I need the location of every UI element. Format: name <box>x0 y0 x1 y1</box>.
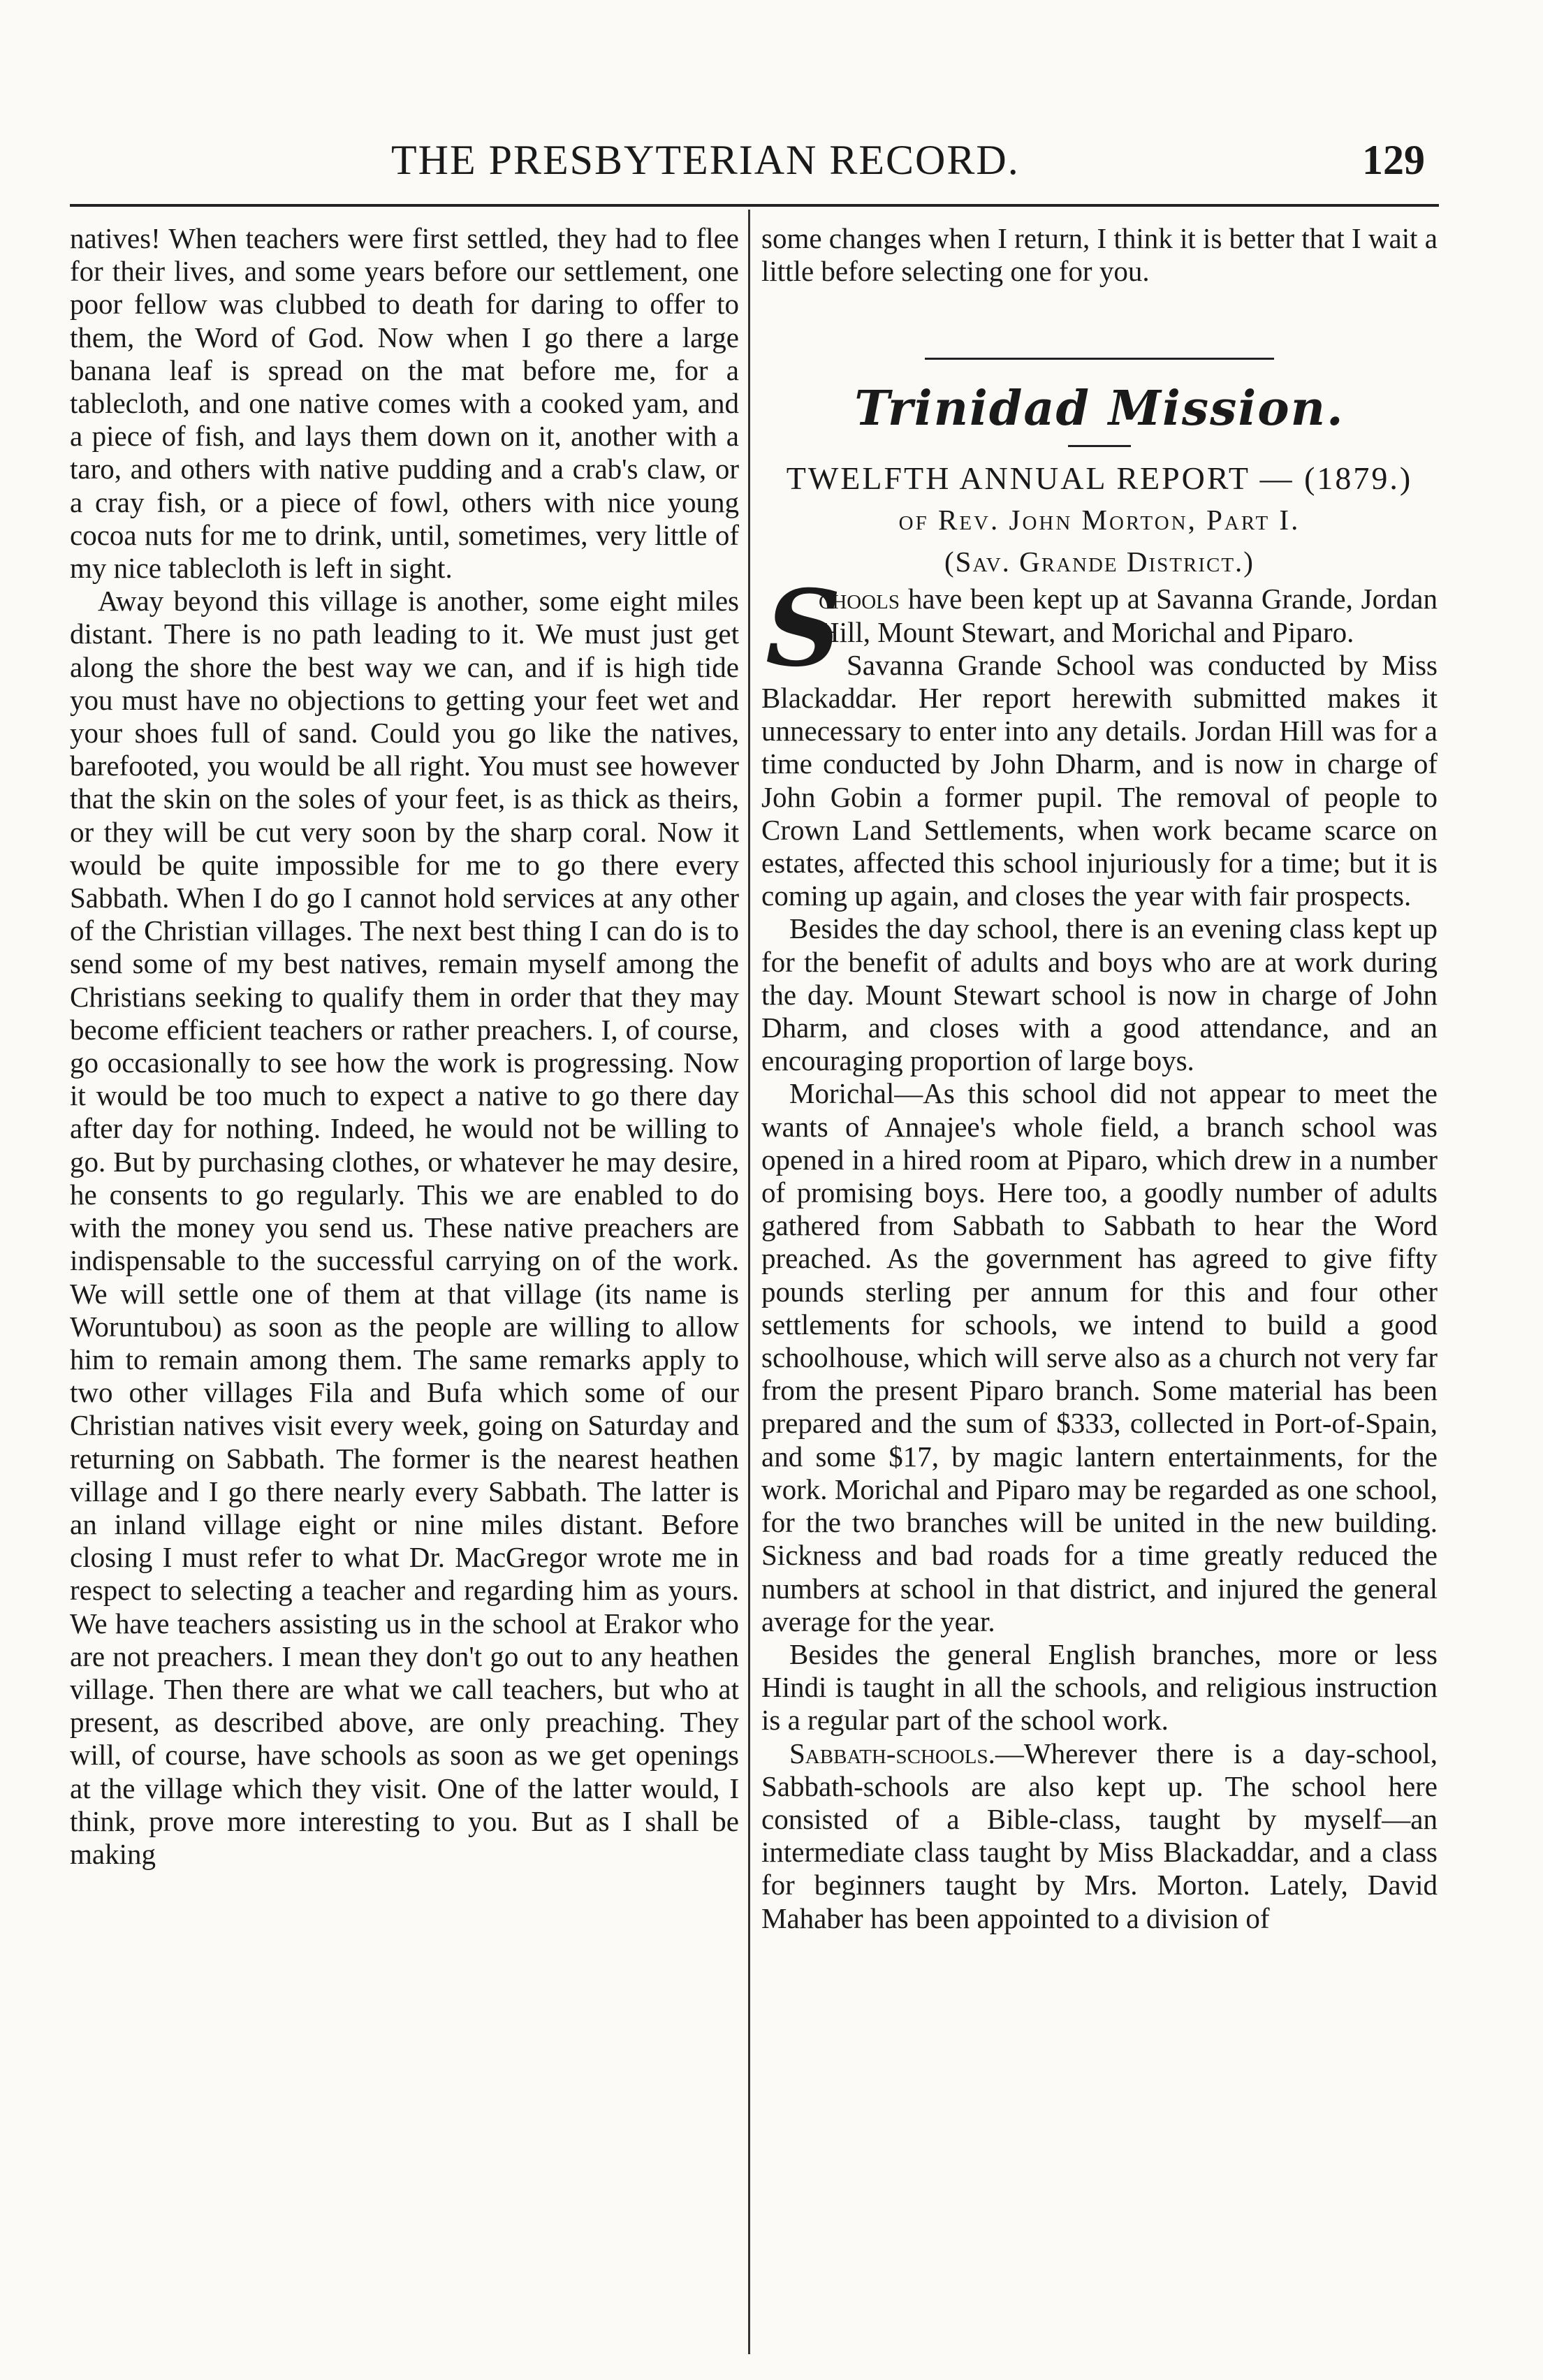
section-title: Trinidad Mission. <box>854 381 1345 437</box>
paragraph <box>761 1737 1438 1935</box>
report-title: TWELFTH ANNUAL REPORT — (1879.) <box>786 460 1413 497</box>
paragraph: Away beyond this village is another, some eight miles distant. There is no path leading to it. We must just get along the shore the best way we can, and if is high tide you must have no objections to getting your feet wet and your shoes full of sand. Could you go like the natives, barefooted, you would be all right. You must see however that the skin on the soles of your feet, is as thick as theirs, or they will be cut very soon by the sharp coral. Now it would be quite impossible for me to go there every Sabbath. When I do go I cannot hold services at any other of the Christian villages. The next best thing I can do is to send some of my best natives, remain myself among the Christians seeking to qualify them in order that they may become efficient teachers or rather preachers. I, of course, go occasionally to see how the work is progressing. Now it would be too much to expect a native to go there day after day for nothing. Indeed, he would not be willing to go. But by purchasing clothes, or whatever he may desire, he consents to go regularly. This we are enabled to do with the money you send us. These native preachers are indispensable to the successful carrying on of the work. We will settle one of them at that village (its name is Woruntubou) as soon as the people are willing to allow him to remain among them. The same remarks apply to two other villages Fila and Bufa which some of our Christian natives visit every week, going on Saturday and returning on Sabbath. The former is the nearest heathen village and I go there nearly every Sabbath. The latter is an inland village eight or nine miles distant. Before closing I must refer to what Dr. MacGregor wrote me in respect to selecting a teacher and regarding him as yours. We have teachers assisting us in the school at Erakor who are not preachers. I mean they don't go out to any heathen village. Then there are what we call teachers, but who at present, as described above, are only preaching. They will, of course, have schools as soon as we get openings at the village which they visit. One of the latter would, I think, prove more interesting to you. But as I shall be making <box>70 585 739 1870</box>
paragraph: natives! When teachers were first settled, they had to flee for their lives, and some years before our settlement, one poor fellow was clubbed to death for daring to offer to them, the Word of God. Now when I go there a large banana leaf is spread on the mat before me, for a tablecloth, and one native comes with a cooked yam, and a piece of fish, and lays them down on it, another with a taro, and others with native pudding and a crab's claw, or a cray fish, or a piece of fowl, others with nice young cocoa nuts for me to drink, until, sometimes, very little of my nice tablecloth is left in sight. <box>70 222 739 585</box>
lead-word: Sabbath-schools. <box>789 1737 995 1769</box>
opening-paragraph <box>761 567 1438 691</box>
page-number: 129 <box>1362 137 1425 183</box>
byline: of Rev. John Morton, Part I. <box>898 504 1301 536</box>
drop-cap: S <box>766 567 842 691</box>
title-rule <box>1068 445 1131 447</box>
running-title: THE PRESBYTERIAN RECORD. <box>391 137 1020 183</box>
paragraph: some changes when I return, I think it is better that I wait a little before selecting one for you. <box>761 222 1438 288</box>
paragraph: Besides the day school, there is an evening class kept up for the benefit of adults and boys who are at work during the day. Mount Stewart school is now in charge of John Dharm, and closes with a good attendance, and an encouraging proportion of large boys. <box>761 912 1438 1077</box>
right-column <box>761 222 1438 2367</box>
paragraph-text: have been kept up at Savanna Grande, Jordan Hill, Mount Stewart, and Morichal and Piparo. <box>819 583 1438 648</box>
page-header <box>70 136 1439 199</box>
lead-word: chools <box>819 583 900 615</box>
section-rule <box>925 358 1274 360</box>
column-divider <box>748 210 750 2354</box>
paragraph-text: —Wherever there is a day-school, Sabbath-schools are also kept up. The school here consisted of a Bible-class, taught by myself—an intermediate class taught by Miss Blackaddar, and a class for beginners taught by Mrs. Morton. Lately, David Mahaber has been appointed to a division of <box>761 1737 1438 1934</box>
paragraph: Morichal—As this school did not appear to meet the wants of Annajee's whole field, a branch school was opened in a hired room at Piparo, which drew in a number of promising boys. Here too, a goodly number of adults gathered from Sabbath to Sabbath to hear the Word preached. As the government has agreed to give fifty pounds sterling per annum for this and four other settlements for schools, we intend to build a good schoolhouse, which will serve also as a church not very far from the present Piparo branch. Some material has been prepared and the sum of $333, collected in Port-of-Spain, and some $17, by magic lantern entertainments, for the work. Morichal and Piparo may be regarded as one school, for the two branches will be united in the new building. Sickness and bad roads for a time greatly reduced the numbers at school in that district, and injured the general average for the year. <box>761 1077 1438 1637</box>
paragraph: Savanna Grande School was conducted by Miss Blackaddar. Her report herewith submitted makes it unnecessary to enter into any details. Jordan Hill was for a time conducted by John Dharm, and is now in charge of John Gobin a former pupil. The removal of people to Crown Land Settlements, when work became scarce on estates, affected this school injuriously for a time; but it is coming up again, and closes the year with fair prospects. <box>761 648 1438 912</box>
left-column <box>70 222 739 2367</box>
header-rule <box>70 204 1439 207</box>
district-label: (Sav. Grande District.) <box>944 546 1255 578</box>
paragraph: Besides the general English branches, more or less Hindi is taught in all the schools, and religious instruction is a regular part of the school work. <box>761 1637 1438 1737</box>
